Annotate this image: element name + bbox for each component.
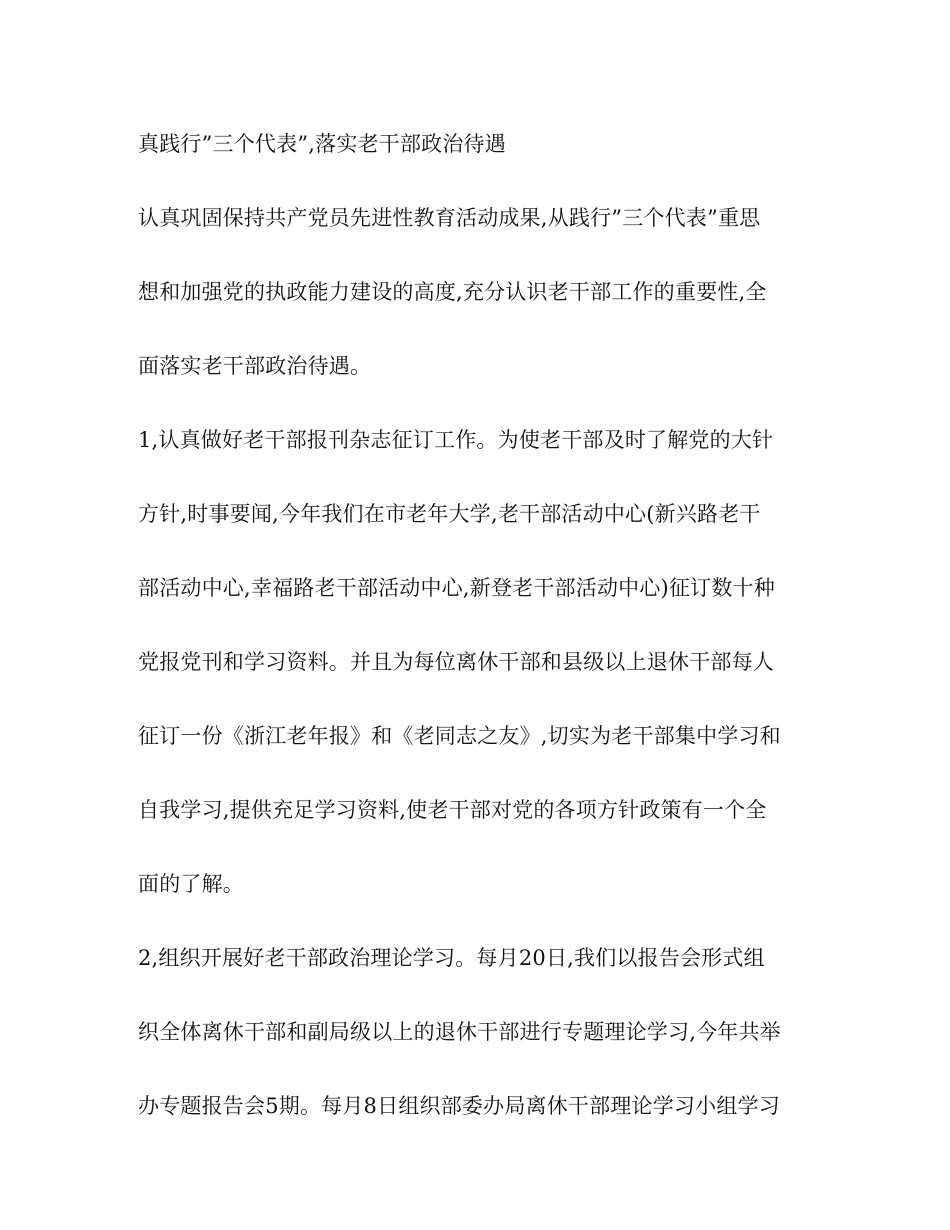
paragraph-line: 想和加强党的执政能力建设的高度,充分认识老干部工作的重要性,全: [138, 280, 767, 304]
paragraph-line: 党报党刊和学习资料。并且为每位离休干部和县级以上退休干部每人: [138, 650, 774, 674]
paragraph-line: 织全体离休干部和副局级以上的退休干部进行专题理论学习,今年共举: [138, 1020, 781, 1044]
section-heading: 真践行”三个代表”,落实老干部政治待遇: [138, 132, 506, 156]
paragraph-line: 面落实老干部政治待遇。: [138, 354, 372, 378]
paragraph-line: 部活动中心,幸福路老干部活动中心,新登老干部活动中心)征订数十种: [138, 576, 775, 600]
paragraph-line: 征订一份《浙江老年报》和《老同志之友》,切实为老干部集中学习和: [138, 724, 781, 748]
paragraph-line: 办专题报告会5期。每月8日组织部委办局离休干部理论学习小组学习: [138, 1094, 780, 1118]
paragraph-line: 自我学习,提供充足学习资料,使老干部对党的各项方针政策有一个全: [138, 798, 767, 822]
paragraph-line: 2,组织开展好老干部政治理论学习。每月20日,我们以报告会形式组: [138, 946, 765, 970]
paragraph-line: 认真巩固保持共产党员先进性教育活动成果,从践行”三个代表”重思: [138, 206, 761, 230]
paragraph-line: 方针,时事要闻,今年我们在市老年大学,老干部活动中心(新兴路老干: [138, 502, 761, 526]
paragraph-line: 面的了解。: [138, 872, 244, 896]
paragraph-line: 1,认真做好老干部报刊杂志征订工作。为使老干部及时了解党的大针: [138, 428, 774, 452]
